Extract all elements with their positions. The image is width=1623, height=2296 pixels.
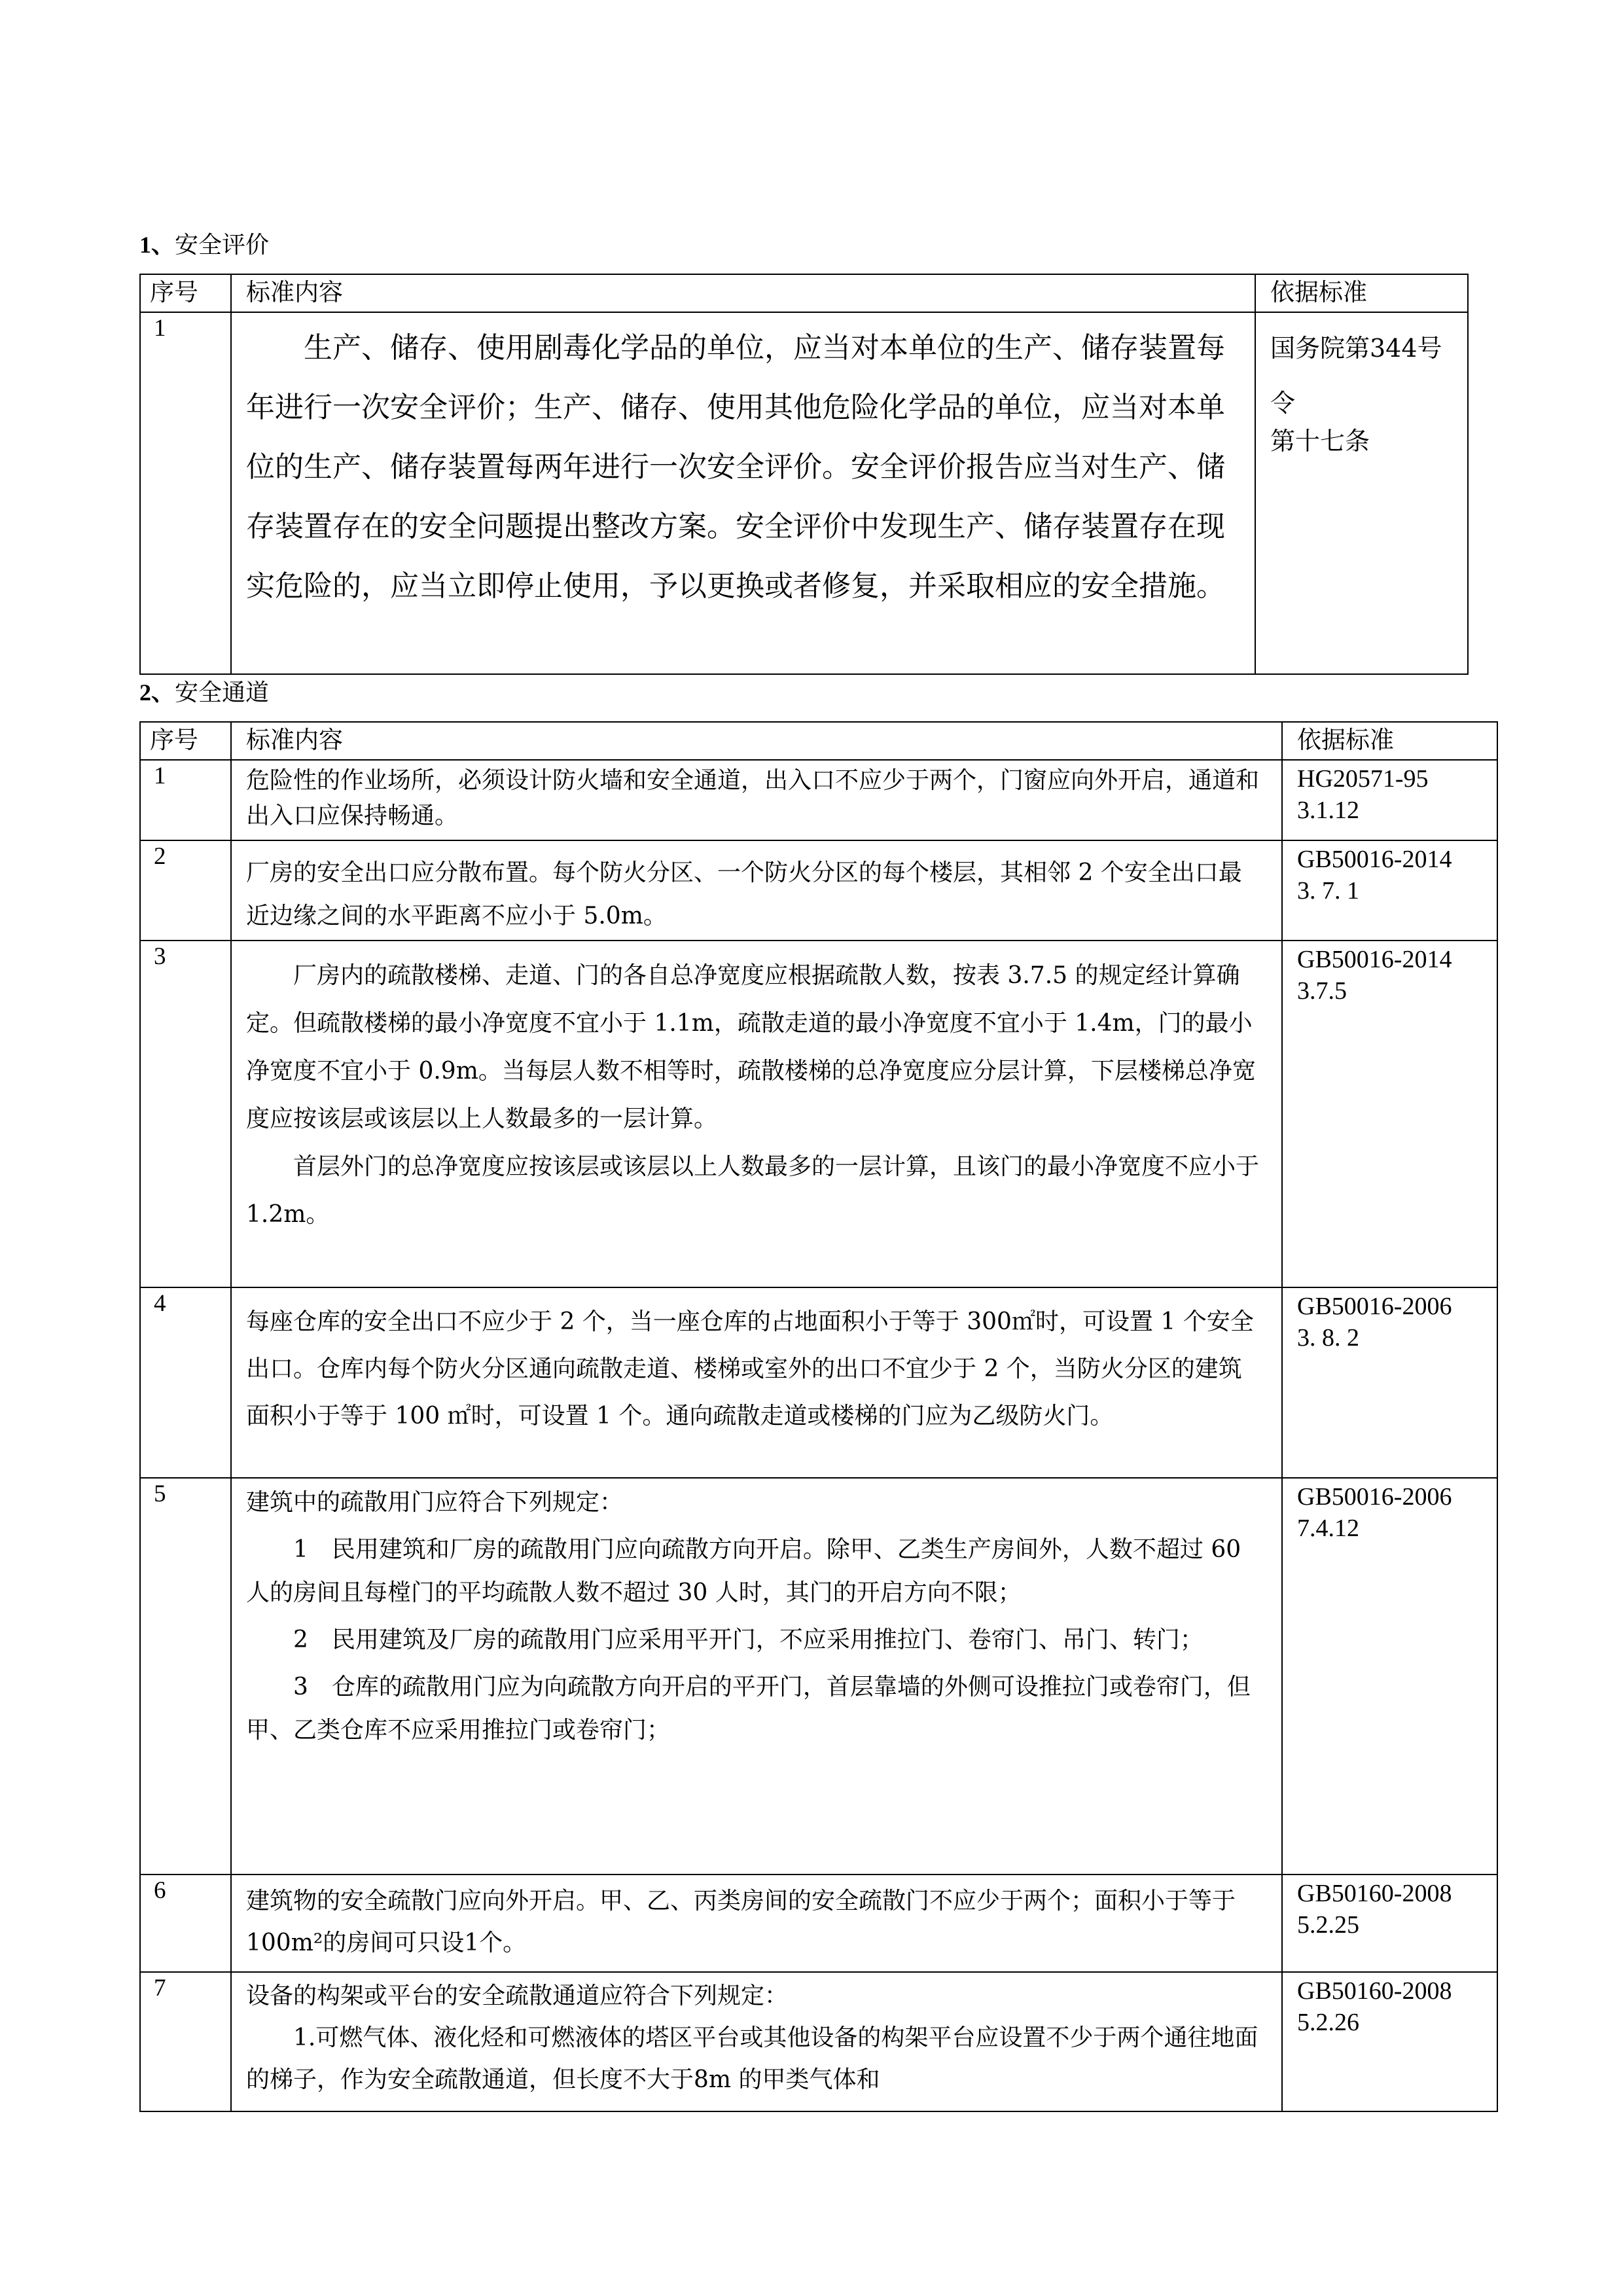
table-row <box>140 840 1497 941</box>
section-title: 安全通道 <box>175 679 270 706</box>
standard-code: GB50016-2006 <box>1297 1293 1452 1320</box>
content-paragraph: 每座仓库的安全出口不应少于 2 个，当一座仓库的占地面积小于等于 300㎡时，可设置 1 个安全出口。仓库内每个防火分区通向疏散走道、楼梯或室外的出口不宜少于 2 个，当防火分区的建筑面积小于等于 100 ㎡时，可设置 1 个。通向疏散走道或楼梯的门应为乙级防火门。 <box>246 1308 1254 1429</box>
row-standard <box>1282 1287 1497 1478</box>
standard-clause: 5.2.26 <box>1297 2009 1359 2036</box>
content-paragraph: 建筑中的疏散用门应符合下列规定： <box>246 1489 624 1516</box>
standard-line: 国务院第344号 <box>1270 334 1442 363</box>
header-standard: 依据标准 <box>1282 722 1497 760</box>
table-row <box>140 1287 1497 1478</box>
standard-clause: 3.7.5 <box>1297 977 1347 1005</box>
table-header-row <box>140 274 1468 312</box>
content-paragraph: 厂房的安全出口应分散布置。每个防火分区、一个防火分区的每个楼层，其相邻 2 个安全出口最近边缘之间的水平距离不应小于 5.0m。 <box>246 859 1242 929</box>
section-heading-safety-passage <box>139 678 269 708</box>
header-content: 标准内容 <box>231 722 1282 760</box>
standard-code: GB50016-2014 <box>1297 946 1452 973</box>
row-standard <box>1255 312 1468 674</box>
content-paragraph: 1.可燃气体、液化烃和可燃液体的塔区平台或其他设备的构架平台应设置不少于两个通往地面的梯子，作为安全疏散通道，但长度不大于8m 的甲类气体和 <box>246 2024 1258 2093</box>
safety-evaluation-table <box>139 274 1469 675</box>
content-paragraph: 1 民用建筑和厂房的疏散用门应向疏散方向开启。除甲、乙类生产房间外，人数不超过 60 人的房间且每樘门的平均疏散人数不超过 30 人时，其门的开启方向不限； <box>246 1536 1241 1606</box>
row-seq: 2 <box>140 840 231 941</box>
row-content <box>231 312 1255 674</box>
table-row <box>140 1874 1497 1972</box>
header-content: 标准内容 <box>231 274 1255 312</box>
row-seq: 7 <box>140 1972 231 2111</box>
row-content <box>231 941 1282 1287</box>
row-seq: 3 <box>140 941 231 1287</box>
row-standard <box>1282 1972 1497 2111</box>
content-paragraph: 首层外门的总净宽度应按该层或该层以上人数最多的一层计算，且该门的最小净宽度不应小于 1.2m。 <box>246 1153 1260 1228</box>
header-seq: 序号 <box>140 274 231 312</box>
standard-line: 令 <box>1270 389 1296 418</box>
row-standard <box>1282 941 1497 1287</box>
standard-clause: 3.1.12 <box>1297 797 1359 824</box>
content-paragraph: 2 民用建筑及厂房的疏散用门应采用平开门，不应采用推拉门、卷帘门、吊门、转门； <box>293 1626 1204 1653</box>
section-number: 2、 <box>139 679 175 706</box>
row-content <box>231 1972 1282 2111</box>
table-row <box>140 941 1497 1287</box>
table-header-row <box>140 722 1497 760</box>
row-seq: 4 <box>140 1287 231 1478</box>
row-content <box>231 1287 1282 1478</box>
row-standard <box>1282 760 1497 840</box>
row-content <box>231 1478 1282 1874</box>
section-title: 安全评价 <box>175 232 270 259</box>
row-seq: 5 <box>140 1478 231 1874</box>
row-standard <box>1282 1478 1497 1874</box>
standard-code: HG20571-95 <box>1297 765 1429 793</box>
row-seq: 1 <box>140 312 231 674</box>
header-standard: 依据标准 <box>1255 274 1468 312</box>
header-seq: 序号 <box>140 722 231 760</box>
row-standard <box>1282 1874 1497 1972</box>
table-row <box>140 1972 1497 2111</box>
section-heading-safety-evaluation <box>139 230 269 260</box>
section-number: 1、 <box>139 232 175 258</box>
standard-code: GB50016-2006 <box>1297 1483 1452 1511</box>
row-content <box>231 760 1282 840</box>
content-paragraph: 危险性的作业场所，必须设计防火墙和安全通道，出入口不应少于两个，门窗应向外开启，通道和出入口应保持畅通。 <box>246 767 1260 829</box>
standard-code: GB50160-2008 <box>1297 1880 1452 1907</box>
table-row <box>140 760 1497 840</box>
row-seq: 1 <box>140 760 231 840</box>
content-paragraph: 建筑物的安全疏散门应向外开启。甲、乙、丙类房间的安全疏散门不应少于两个；面积小于等于100m²的房间可只设1个。 <box>246 1888 1236 1956</box>
row-seq: 6 <box>140 1874 231 1972</box>
standard-code: GB50160-2008 <box>1297 1977 1452 2005</box>
safety-passage-table <box>139 721 1498 2112</box>
standard-clause: 3. 7. 1 <box>1297 877 1359 905</box>
content-paragraph: 生产、储存、使用剧毒化学品的单位，应当对本单位的生产、储存装置每年进行一次安全评价；生产、储存、使用其他危险化学品的单位，应当对本单位的生产、储存装置每两年进行一次安全评价。安全评价报告应当对生产、储存装置存在的安全问题提出整改方案。安全评价中发现生产、储存装置存在现实危险的，应当立即停止使用，予以更换或者修复，并采取相应的安全措施。 <box>246 331 1225 603</box>
row-content <box>231 1874 1282 1972</box>
content-paragraph: 3 仓库的疏散用门应为向疏散方向开启的平开门，首层靠墙的外侧可设推拉门或卷帘门，但甲、乙类仓库不应采用推拉门或卷帘门； <box>246 1674 1251 1744</box>
standard-code: GB50016-2014 <box>1297 846 1452 873</box>
row-standard <box>1282 840 1497 941</box>
standard-clause: 7.4.12 <box>1297 1515 1359 1542</box>
row-content <box>231 840 1282 941</box>
table-row <box>140 1478 1497 1874</box>
standard-line: 第十七条 <box>1270 427 1370 456</box>
content-paragraph: 设备的构架或平台的安全疏散通道应符合下列规定： <box>246 1982 789 2009</box>
table-row <box>140 312 1468 674</box>
content-paragraph: 厂房内的疏散楼梯、走道、门的各自总净宽度应根据疏散人数，按表 3.7.5 的规定经计算确定。但疏散楼梯的最小净宽度不宜小于 1.1m，疏散走道的最小净宽度不宜小于 1.4m，门的最小净宽度不宜小于 0.9m。当每层人数不相等时，疏散楼梯的总净宽度应分层计算，下层楼梯总净宽度应按该层或该层以上人数最多的一层计算。 <box>246 962 1256 1132</box>
standard-clause: 5.2.25 <box>1297 1911 1359 1939</box>
standard-clause: 3. 8. 2 <box>1297 1324 1359 1352</box>
